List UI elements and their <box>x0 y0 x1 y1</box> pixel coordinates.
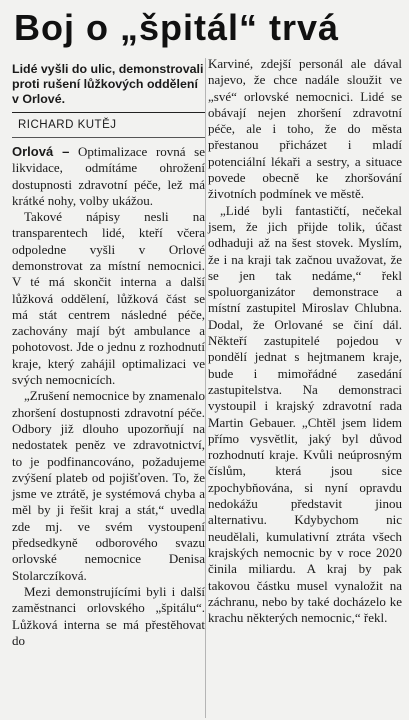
article-lead: Lidé vyšli do ulic, demonstrovali proti rušení lůžkových oddělení v Orlové. <box>12 62 204 107</box>
article-headline: Boj o „špitál“ trvá <box>14 7 340 48</box>
lead-divider <box>12 112 205 113</box>
paragraph-3: „Zrušení nemocnice by znamenalo zhoršení dostupnosti zdravotní péče. Odbory již dlouho upozorňují na nedostatek peněz ve zdravotnictví, to je podfinancováno, požadujeme zvýšení plateb od pojišťoven. To, že jsme ve ztrátě, je systémová chyba a měl by ji řešit kraj a stát,“ uvedla zde mj. ve svém vystoupení předsedkyně odborového svazu orlovské nemocnice Denisa Stolarczíková. <box>12 388 205 583</box>
left-column <box>12 62 205 649</box>
paragraph-5: Karviné, zdejší personál ale dával najevo, že chce nadále sloužit ve „své“ orlovské nemocnici. Lidé se obávají nejen zhoršení zdravotní péče, ale i toho, že do města přestanou přicházet i mladí potenciální lékaři a sestry, a situace povede obecně ke zhoršování životních podmínek ve městě. <box>208 56 402 202</box>
location-label: Orlová – <box>12 143 70 159</box>
paragraph-4: Mezi demonstrujícími byli i další zaměstnanci orlovského „špitálu“. Lůžková interna se má přestěhovat do <box>12 583 205 648</box>
right-column <box>208 56 402 626</box>
paragraph-1-text: Optimalizace rovná se likvidace, odmítáme ohrožení dostupnosti zdravotní péče, lež má krátké nohy, volby ukážou. <box>12 143 205 208</box>
paragraph-1 <box>12 144 205 209</box>
paragraph-6: „Lidé byli fantastičtí, nečekal jsem, že jich přijde tolik, účast odhaduji až na šest stovek. Myslím, že i na kraji tak začnou uvažovat, že se jen tak nedáme,“ řekl spoluorganizátor demonstrace a místní zastupitel Miroslav Chlubna. Dodal, že Orlované se činí dál. Někteří zastupitelé pojedou v pondělí jednat s hejtmanem kraje, bude i mimořádné zasedání zastupitelstva. Na demonstraci vystoupil i krajský zdravotní rada Martin Gebauer. „Chtěl jsem lidem přímo vysvětlit, jaký byl důvod rozhodnutí kraje. Kvůli neúprosným číslům, která jsou sice zpochybňována, si nyní opravdu nedokážu představit jinou alternativu. Kdybychom nic neudělali, kumulativní ztráta všech krajských nemocnic by v roce 2020 činila miliardu. A kraj by pak takovou částku musel vynaložit na záchranu, nebo by také docházelo ke krachu některých nemocnic,“ řekl. <box>208 202 402 626</box>
byline-divider <box>12 137 205 138</box>
paragraph-2: Takové nápisy nesli na transparentech lidé, kteří včera odpoledne vyšli v Orlové demonstrovat za místní nemocnici. V té má skončit interna a další lůžková oddělení, lůžková část se má stát centrem následné péče, zachovány mají být ambulance a pohotovost. Jde o jednu z rozhodnutí kraje, který zahájil optimalizaci ve svých nemocnicích. <box>12 209 205 388</box>
column-divider <box>205 58 206 718</box>
author-byline: RICHARD KUTĚJ <box>18 118 117 131</box>
